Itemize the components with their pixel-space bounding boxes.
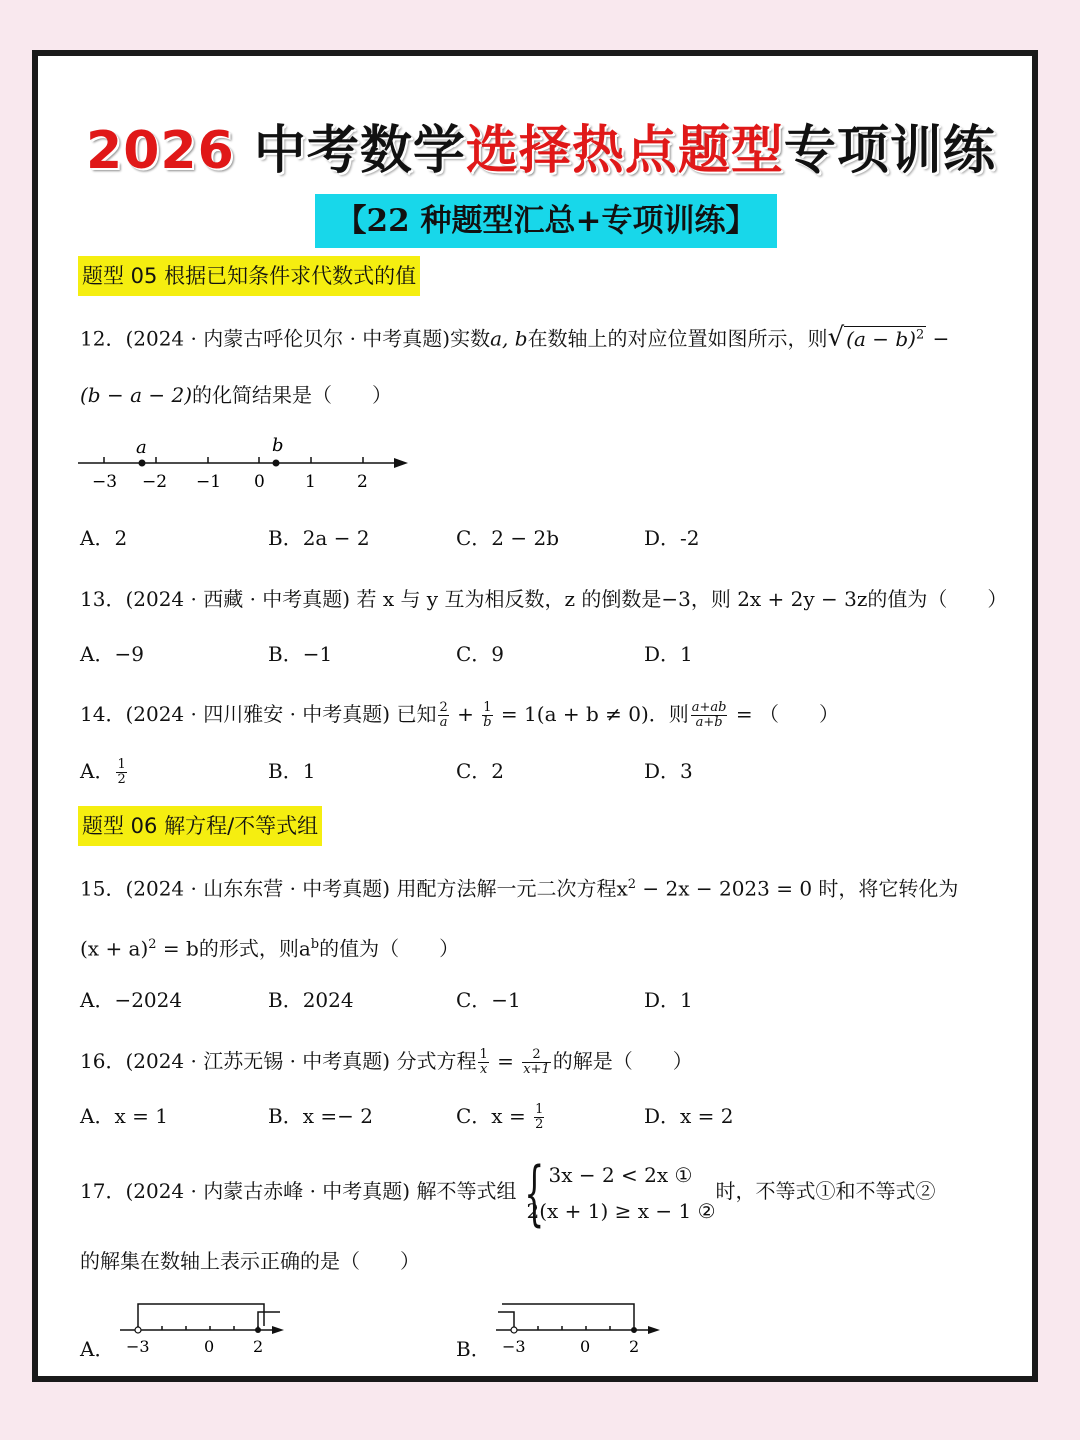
option-b[interactable]: B．2a − 2 (268, 526, 370, 550)
fraction: $\frac{1}{x}$ (479, 1047, 488, 1077)
tick-label: −3 (502, 1337, 526, 1356)
tick-label: −1 (196, 472, 222, 492)
question-14-line: 14．(2024 · 四川雅安 · 中考真题) 已知 $\frac{2}{a}$ + $\frac{1}{b}$ = 1(a + b ≠ 0)．则 $\frac{a+ab}{a+b}$ = （ ） (80, 700, 839, 730)
option-d[interactable]: D．-2 (644, 526, 700, 550)
option-d[interactable]: D．1 (644, 988, 693, 1012)
point-b (273, 460, 280, 467)
expression: (b − a − 2) (80, 383, 193, 407)
option-a[interactable]: A． (80, 1337, 115, 1361)
question-text: 的化简结果是（ ） (192, 383, 393, 407)
question-text: 实数 (450, 326, 491, 351)
number-line-option-b (494, 1296, 674, 1364)
question-number: 16． (80, 1049, 126, 1073)
option-a[interactable]: A．−2024 (80, 988, 183, 1012)
option-b[interactable]: B．1 (268, 759, 316, 783)
title-part2: 选择热点题型 (465, 121, 784, 181)
question-text: − (926, 326, 950, 351)
option-d[interactable]: D．3 (644, 759, 693, 783)
option-c[interactable]: C．2 − 2b (456, 526, 560, 550)
fraction: $\frac{1}{2}$ (535, 1102, 544, 1132)
tick-label: 2 (629, 1337, 640, 1356)
title-year: 2026 (86, 121, 235, 181)
tick-label: 2 (253, 1337, 264, 1356)
inequality-system: { 3x − 2 < 2x ① 2(x + 1) ≥ x − 1 ② (524, 1151, 716, 1234)
option-b[interactable]: B． (456, 1337, 491, 1361)
question-17-line-1 (80, 1151, 936, 1234)
subtitle-banner: 【22 种题型汇总+专项训练】 (315, 194, 777, 248)
option-b[interactable]: B．x =− 2 (268, 1104, 373, 1128)
tick-label: 0 (254, 472, 265, 492)
question-15-line-1: 15．(2024 · 山东东营 · 中考真题) 用配方法解一元二次方程$x^2 - 2x - 2023 = 0$ 时，将它转化为 (80, 876, 959, 901)
question-text: 在数轴上的对应位置如图所示，则 (527, 326, 828, 351)
option-d[interactable]: D．x = 2 (644, 1104, 734, 1128)
section-header-06: 题型 06 解方程/不等式组 (78, 806, 322, 846)
inequality-2: 2(x + 1) ≥ x − 1 ② (526, 1198, 716, 1223)
number-line-q12 (76, 431, 416, 501)
option-a[interactable]: A．2 (80, 526, 128, 550)
section-header-05: 题型 05 根据已知条件求代数式的值 (78, 256, 420, 296)
option-a[interactable]: A． $\frac{1}{2}$ (80, 757, 126, 787)
tick-label: 0 (204, 1337, 215, 1356)
option-a[interactable]: A．x = 1 (80, 1104, 168, 1128)
question-16-line: 16．(2024 · 江苏无锡 · 中考真题) 分式方程 $\frac{1}{x}$ = $\frac{2}{x+1}$ 的解是（ ） (80, 1047, 693, 1077)
option-d[interactable]: D．1 (644, 642, 693, 666)
question-text: (2024 · 西藏 · 中考真题) 若 x 与 y 互为相反数，z 的倒数是−3，则 2x + 2y − 3z的值为（ ） (125, 587, 1008, 611)
option-b[interactable]: B．2024 (268, 988, 354, 1012)
question-text: = 1(a + b ≠ 0)．则 (494, 702, 689, 726)
title-part3: 专项训练 (783, 121, 996, 181)
inequality-1: 3x − 2 < 2x ① (548, 1162, 693, 1187)
worksheet (32, 50, 1038, 1382)
point-a (139, 460, 146, 467)
question-source: (2024 · 内蒙古呼伦贝尔 · 中考真题) (125, 326, 451, 351)
question-text: (2024 · 四川雅安 · 中考真题) 已知 (125, 702, 437, 726)
question-text: = （ ） (729, 702, 839, 726)
question-text: (2024 · 内蒙古赤峰 · 中考真题) 解不等式组 (125, 1179, 517, 1203)
title-part1: 中考数学 (253, 121, 466, 181)
fraction: $\frac{a+ab}{a+b}$ (691, 700, 727, 730)
question-text: 时，不等式①和不等式② (715, 1179, 936, 1203)
tick-label: 0 (580, 1337, 591, 1356)
question-15-line-2: $(x + a)^2 = b$的形式，则$a^b$的值为（ ） (80, 936, 460, 961)
label-b: b (272, 435, 284, 456)
label-a: a (136, 437, 147, 458)
question-13-line (80, 584, 1007, 614)
fraction: $\frac{2}{x+1}$ (523, 1047, 550, 1077)
question-number: 14． (80, 702, 126, 726)
tick-label: −2 (142, 472, 168, 492)
page-title (38, 108, 1038, 183)
question-number: 17． (80, 1179, 126, 1203)
option-b[interactable]: B．−1 (268, 642, 333, 666)
tick-label: 2 (357, 472, 368, 492)
question-12-line-2 (80, 380, 392, 410)
option-c[interactable]: C．9 (456, 642, 505, 666)
question-12-line-1: 12．(2024 · 内蒙古呼伦贝尔 · 中考真题)实数a, b在数轴上的对应位置如图所示，则√ $(a - b)^2$ − (80, 322, 950, 353)
tick-label: −3 (92, 472, 118, 492)
fraction: $\frac{1}{b}$ (483, 700, 492, 730)
option-c[interactable]: C．x = $\frac{1}{2}$ (456, 1102, 544, 1132)
option-c[interactable]: C．2 (456, 759, 505, 783)
tick-label: 1 (305, 472, 316, 492)
variables: a, b (490, 326, 528, 351)
question-number: 12． (80, 326, 126, 351)
question-text: (2024 · 江苏无锡 · 中考真题) 分式方程 (125, 1049, 477, 1073)
option-a[interactable]: A．−9 (80, 642, 144, 666)
question-text: (2024 · 山东东营 · 中考真题) 用配方法解一元二次方程x (125, 876, 628, 901)
option-c[interactable]: C．−1 (456, 988, 521, 1012)
question-17-line-2: 的解集在数轴上表示正确的是（ ） (80, 1249, 420, 1273)
question-text: − 2x − 2023 = 0 时，将它转化为 (636, 876, 959, 901)
question-text: 的解是（ ） (552, 1049, 693, 1073)
question-number: 13． (80, 587, 126, 611)
number-line-option-a (118, 1296, 298, 1364)
sqrt-expression: $(a - b)^2$ (846, 326, 925, 351)
question-number: 15． (80, 876, 126, 901)
fraction: $\frac{1}{2}$ (117, 757, 126, 787)
fraction: $\frac{2}{a}$ (439, 700, 448, 730)
tick-label: −3 (126, 1337, 150, 1356)
